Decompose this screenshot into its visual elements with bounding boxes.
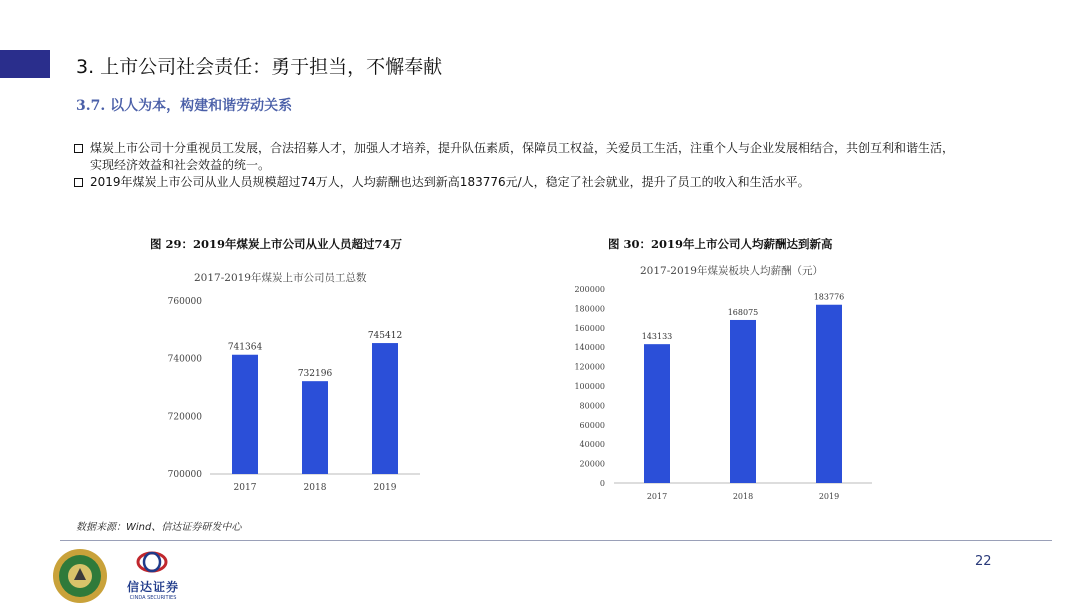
page-number: 22 — [975, 554, 992, 569]
y-tick-label: 100000 — [574, 382, 605, 391]
figure-30-caption: 图 30：2019年上市公司人均薪酬达到新高 — [608, 237, 833, 251]
checkbox-bullet-icon — [74, 144, 83, 153]
y-tick-label: 120000 — [574, 362, 605, 372]
logo-name-cn: 信达证券 — [126, 580, 179, 594]
y-tick-label: 140000 — [574, 343, 605, 353]
bar — [816, 305, 842, 483]
bar — [372, 343, 398, 474]
accent-bar — [0, 50, 50, 78]
data-label: 143133 — [641, 332, 673, 342]
figure-29-caption: 图 29：2019年煤炭上市公司从业人员超过74万 — [150, 237, 403, 251]
cinda-securities-logo — [118, 550, 188, 600]
bullet-text: 2019年煤炭上市公司从业人员规模超过74万人，人均薪酬也达到新高183776元/人，稳定了社会就业，提升了员工的收入和生活水平。 — [90, 175, 810, 189]
x-tick-label: 2018 — [732, 492, 754, 500]
average-salary-chart — [560, 280, 880, 500]
x-tick-label: 2017 — [233, 483, 257, 493]
x-tick-label: 2017 — [646, 492, 668, 500]
data-source-note: 数据来源：Wind、信达证券研发中心 — [76, 522, 242, 533]
y-tick-label: 40000 — [579, 440, 605, 450]
data-label: 168075 — [727, 307, 759, 317]
data-label: 183776 — [813, 292, 845, 302]
data-label: 745412 — [367, 331, 403, 342]
checkbox-bullet-icon — [74, 178, 83, 187]
y-tick-label: 0 — [599, 479, 605, 488]
x-tick-label: 2019 — [818, 492, 840, 500]
y-tick-label: 760000 — [167, 297, 202, 307]
y-tick-label: 200000 — [574, 285, 605, 294]
y-tick-label: 700000 — [167, 470, 202, 480]
logo-name-en: CINDA SECURITIES — [129, 595, 177, 601]
bullet-item — [74, 140, 954, 174]
y-tick-label: 80000 — [579, 401, 605, 411]
data-label: 741364 — [227, 342, 263, 353]
y-tick-label: 160000 — [574, 323, 605, 333]
x-tick-label: 2019 — [373, 483, 397, 493]
y-tick-label: 180000 — [574, 304, 605, 314]
cinda-swoosh-icon — [118, 550, 188, 574]
x-tick-label: 2018 — [303, 483, 327, 493]
employee-count-chart — [130, 285, 440, 495]
bar — [232, 355, 258, 474]
bullet-item — [74, 174, 954, 191]
y-tick-label: 20000 — [579, 459, 605, 469]
footer-divider — [60, 540, 1052, 541]
page-title: 3. 上市公司社会责任：勇于担当，不懈奉献 — [76, 56, 443, 78]
y-tick-label: 60000 — [579, 420, 605, 430]
chart-1-title: 2017-2019年煤炭上市公司员工总数 — [194, 272, 367, 284]
y-tick-label: 740000 — [167, 354, 202, 365]
section-subtitle: 3.7. 以人为本，构建和谐劳动关系 — [76, 98, 293, 114]
chart-2-title: 2017-2019年煤炭板块人均薪酬（元） — [640, 265, 823, 277]
bar — [302, 381, 328, 474]
company-emblem-icon — [52, 548, 108, 604]
y-tick-label: 720000 — [167, 412, 202, 423]
bar — [730, 320, 756, 483]
bar — [644, 344, 670, 483]
data-label: 732196 — [297, 369, 333, 380]
bullet-list — [74, 140, 954, 191]
bullet-text: 煤炭上市公司十分重视员工发展，合法招募人才，加强人才培养，提升队伍素质，保障员工权益，关爱员工生活，注重个人与企业发展相结合，共创互利和谐生活，实现经济效益和社会效益的统一。 — [90, 141, 955, 172]
